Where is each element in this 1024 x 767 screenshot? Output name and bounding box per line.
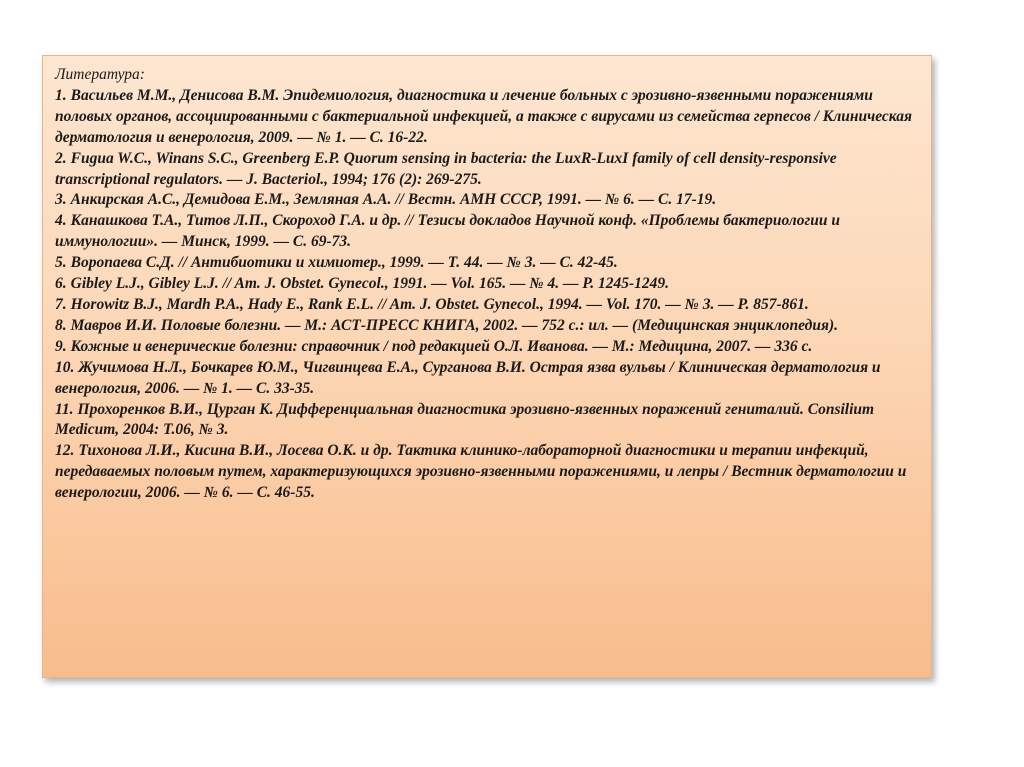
reference-item xyxy=(55,149,921,191)
reference-item xyxy=(55,274,921,295)
reference-item xyxy=(55,337,921,358)
reference-item xyxy=(55,211,921,253)
reference-text: Fugua W.C., Winans S.C., Greenberg E.P. Quorum sensing in bacteria: the LuxR-LuxI family of cell density-responsive transcriptional regulators. — J. Bacteriol., 1994; 176 (2): 269-275. xyxy=(55,149,837,188)
reference-number: 10. xyxy=(55,358,75,376)
reference-number: 7. xyxy=(55,295,67,313)
reference-text: Тихонова Л.И., Кисина В.И., Лосева О.К. и др. Тактика клинико-лабораторной диагностики и терапии инфекций, передаваемых половым путем, характеризующихся эрозивно-язвенными поражениями, и лепры / Вестник дерматологии и венерологии, 2006. — № 6. — С. 46-55. xyxy=(55,442,907,502)
reference-number: 6. xyxy=(55,275,67,293)
reference-text: Gibley L.J., Gibley L.J. // Am. J. Obstet. Gynecol., 1991. — Vol. 165. — № 4. — Р. 1245-1249. xyxy=(70,275,670,293)
reference-number: 12. xyxy=(55,442,75,460)
reference-item xyxy=(55,295,921,316)
reference-text: Кожные и венерические болезни: справочник / под редакцией О.Л. Иванова. — М.: Медицина, 2007. — 336 с. xyxy=(70,337,813,355)
reference-number: 3. xyxy=(55,191,67,209)
reference-item xyxy=(55,441,921,504)
reference-number: 4. xyxy=(55,212,67,230)
reference-item xyxy=(55,190,921,211)
reference-text: Horowitz B.J., Mardh P.A., Hady E., Rank E.L. // Am. J. Obstet. Gynecol., 1994. — Vol. 170. — № 3. — Р. 857-861. xyxy=(70,295,809,313)
reference-number: 9. xyxy=(55,337,67,355)
reference-number: 5. xyxy=(55,254,67,272)
reference-number: 2. xyxy=(55,149,67,167)
reference-number: 8. xyxy=(55,316,67,334)
reference-item xyxy=(55,253,921,274)
references-box xyxy=(42,55,932,678)
reference-text: Канашкова Т.А., Титов Л.П., Скороход Г.А. и др. // Тезисы докладов Научной конф. «Проблемы бактериологии и иммунологии». — Минск, 1999. — С. 69-73. xyxy=(55,212,840,251)
reference-item xyxy=(55,400,921,442)
reference-text: Прохоренков В.И., Цурган К. Дифференциальная диагностика эрозивно-язвенных поражений гениталий. Consilium Medicum, 2004: Т.06, № 3. xyxy=(55,400,875,439)
reference-text: Васильев М.М., Денисова В.М. Эпидемиология, диагностика и лечение больных с эрозивно-язвенными поражениями половых органов, ассоциированными с бактериальной инфекцией, а также с вирусами из семейства герпесов / Клиническая дерматология и венерология, 2009. — № 1. — С. 16-22. xyxy=(55,86,913,146)
reference-item xyxy=(55,316,921,337)
reference-text: Воропаева С.Д. // Антибиотики и химиотер., 1999. — Т. 44. — № 3. — С. 42-45. xyxy=(70,254,618,272)
reference-text: Мавров И.И. Половые болезни. — М.: АСТ-ПРЕСС КНИГА, 2002. — 752 с.: ил. — (Медицинская энциклопедия). xyxy=(70,316,838,334)
references-heading: Литература: xyxy=(55,66,145,83)
references-list xyxy=(55,86,921,504)
reference-number: 11. xyxy=(55,400,74,418)
reference-text: Жучимова Н.Л., Бочкарев Ю.М., Чигвинцева Е.А., Сурганова В.И. Острая язва вульвы / Клиническая дерматология и венерология, 2006. — № 1. — С. 33-35. xyxy=(55,358,881,397)
reference-item xyxy=(55,86,921,149)
reference-text: Анкирская А.С., Демидова Е.М., Земляная А.А. // Вестн. АМН СССР, 1991. — № 6. — С. 17-19. xyxy=(70,191,717,209)
reference-number: 1. xyxy=(55,86,67,104)
reference-item xyxy=(55,358,921,400)
